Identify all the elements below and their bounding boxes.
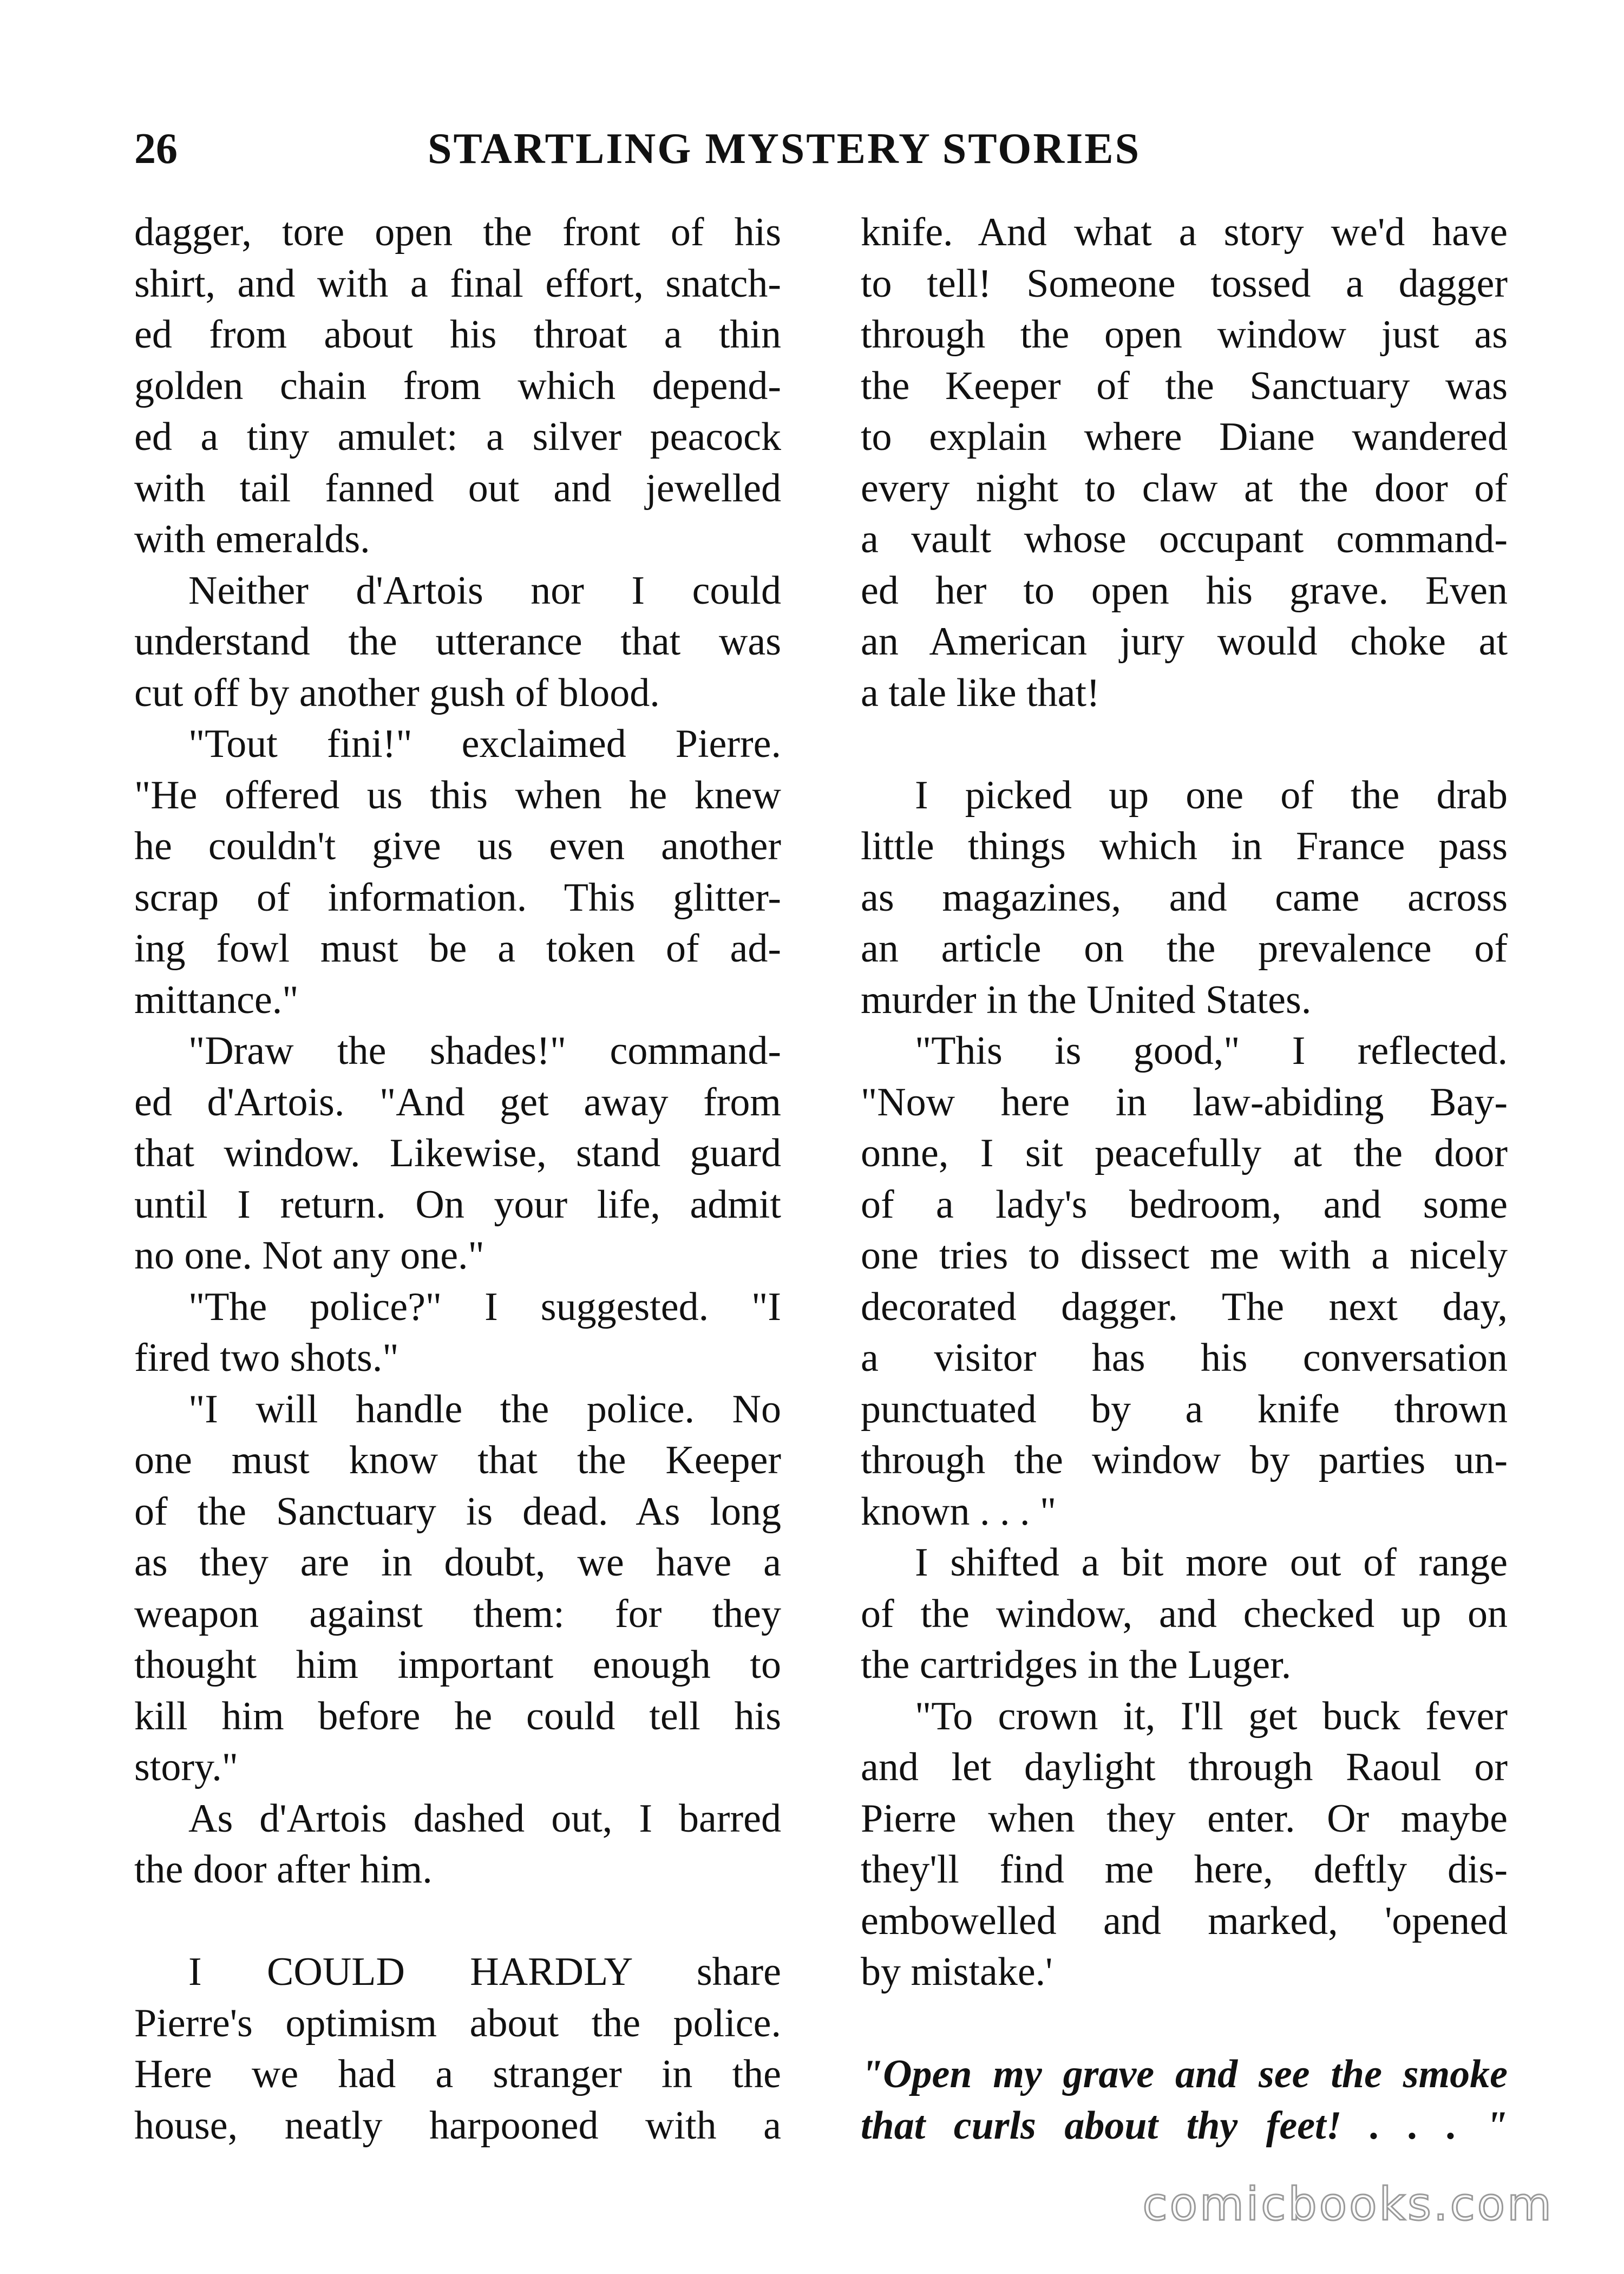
text-line: of the window, and checked up on (861, 1591, 1508, 1636)
text-line: shirt, and with a final effort, snatch- (134, 261, 781, 306)
text-line: an article on the prevalence of (861, 926, 1508, 971)
text-line: every night to claw at the door of (861, 466, 1508, 511)
text-line: no one. Not any one." (134, 1233, 484, 1278)
text-line: Neither d'Artois nor I could (188, 568, 781, 613)
text-line: house, neatly harpooned with a (134, 2103, 781, 2148)
text-line: cut off by another gush of blood. (134, 670, 660, 715)
text-line: he couldn't give us even another (134, 824, 781, 868)
text-line: through the open window just as (861, 312, 1508, 357)
watermark-logo: comicbooks.com (1142, 2178, 1554, 2231)
text-line: with tail fanned out and jewelled (134, 466, 781, 511)
text-line: Here we had a stranger in the (134, 2052, 781, 2096)
text-line: As d'Artois dashed out, I barred (188, 1796, 781, 1841)
text-line: to tell! Someone tossed a dagger (861, 261, 1508, 306)
text-line: "Now here in law-abiding Bay- (861, 1080, 1508, 1125)
text-line: fired two shots." (134, 1336, 399, 1380)
text-line: that window. Likewise, stand guard (134, 1131, 781, 1175)
text-line: Pierre when they enter. Or maybe (861, 1796, 1508, 1841)
text-line: the door after him. (134, 1847, 433, 1892)
text-line: one must know that the Keeper (134, 1438, 781, 1482)
text-line: I shifted a bit more out of range (915, 1540, 1508, 1585)
text-line: ed from about his throat a thin (134, 312, 781, 357)
text-line: understand the utterance that was (134, 619, 781, 664)
text-line: of a lady's bedroom, and some (861, 1182, 1508, 1227)
text-line: story." (134, 1745, 238, 1789)
text-line: I picked up one of the drab (915, 773, 1508, 818)
page-number: 26 (134, 125, 178, 173)
text-line: known . . . " (861, 1489, 1057, 1534)
text-line: that curls about thy feet! . . . " (861, 2103, 1508, 2148)
running-title: STARTLING MYSTERY STORIES (428, 125, 1141, 173)
text-line: embowelled and marked, 'opened (861, 1898, 1508, 1943)
text-line: thought him important enough to (134, 1643, 781, 1687)
text-line: by mistake.' (861, 1950, 1053, 1994)
text-line: dagger, tore open the front of his (134, 210, 781, 254)
section-break (861, 718, 1508, 770)
text-line: little things which in France pass (861, 824, 1508, 868)
text-line: "To crown it, I'll get buck fever (915, 1694, 1508, 1739)
text-line: "He offered us this when he knew (134, 773, 781, 818)
text-line: murder in the United States. (861, 977, 1312, 1022)
text-line: through the window by parties un- (861, 1438, 1508, 1482)
text-line: they'll find me here, deftly dis- (861, 1847, 1508, 1892)
text-line: "Draw the shades!" command- (188, 1029, 781, 1073)
text-line: and let daylight through Raoul or (861, 1745, 1508, 1789)
text-line: scrap of information. This glitter- (134, 875, 781, 920)
text-line: I COULD HARDLY share (188, 1950, 781, 1994)
text-line: "Tout fini!" exclaimed Pierre. (188, 722, 781, 766)
text-line: a visitor has his conversation (861, 1336, 1508, 1380)
text-line: onne, I sit peacefully at the door (861, 1131, 1508, 1175)
text-line: Pierre's optimism about the police. (134, 2001, 781, 2046)
text-line: one tries to dissect me with a nicely (861, 1233, 1508, 1278)
text-line: mittance." (134, 977, 299, 1022)
text-line: the cartridges in the Luger. (861, 1643, 1292, 1687)
text-line: punctuated by a knife thrown (861, 1387, 1508, 1432)
text-line: as they are in doubt, we have a (134, 1540, 781, 1585)
text-line: golden chain from which depend- (134, 363, 781, 408)
text-line: knife. And what a story we'd have (861, 210, 1508, 254)
text-line: ing fowl must be a token of ad- (134, 926, 781, 971)
text-line: "This is good," I reflected. (915, 1029, 1508, 1073)
text-line: "The police?" I suggested. "I (188, 1284, 781, 1329)
text-line: a vault whose occupant command- (861, 517, 1508, 561)
text-line: as magazines, and came across (861, 875, 1508, 920)
text-line: "Open my grave and see the smoke (861, 2052, 1508, 2096)
text-line: until I return. On your life, admit (134, 1182, 781, 1227)
section-break (134, 1896, 781, 1947)
text-line: the Keeper of the Sanctuary was (861, 363, 1508, 408)
section-break (861, 1998, 1508, 2049)
text-line: with emeralds. (134, 517, 370, 561)
text-line: ed her to open his grave. Even (861, 568, 1508, 613)
text-line: ed a tiny amulet: a silver peacock (134, 415, 781, 459)
text-line: weapon against them: for they (134, 1591, 781, 1636)
text-line: to explain where Diane wandered (861, 415, 1508, 459)
left-text-column (134, 207, 781, 2151)
text-line: "I will handle the police. No (188, 1387, 781, 1432)
text-line: an American jury would choke at (861, 619, 1508, 664)
right-text-column (861, 207, 1508, 2151)
text-line: decorated dagger. The next day, (861, 1284, 1508, 1329)
text-line: of the Sanctuary is dead. As long (134, 1489, 781, 1534)
text-line: ed d'Artois. "And get away from (134, 1080, 781, 1125)
text-line: kill him before he could tell his (134, 1694, 781, 1739)
text-line: a tale like that! (861, 670, 1100, 715)
